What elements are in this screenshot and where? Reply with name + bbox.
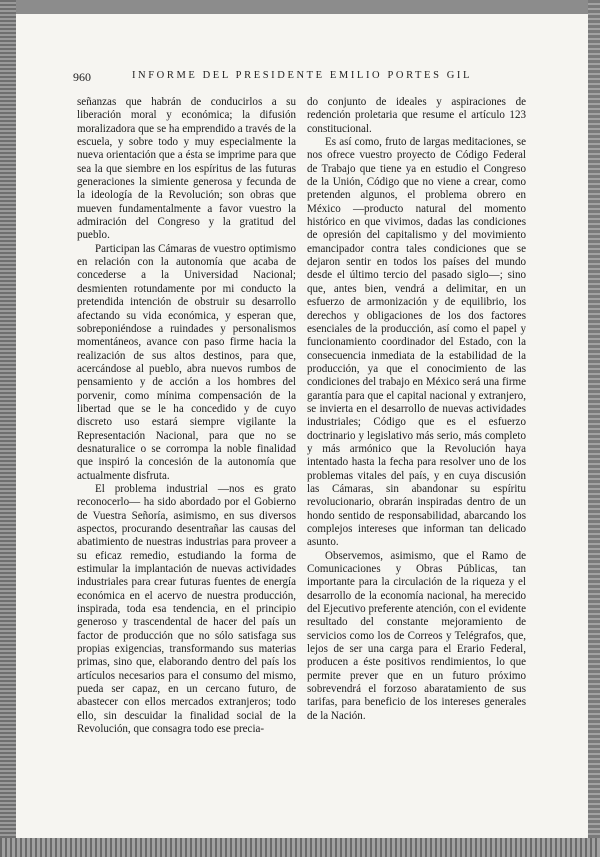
paragraph: Es así como, fruto de largas meditaciones, se nos ofrece vuestro proyecto de Código Federal de Trabajo que tiene ya en estudio el Congreso de la Unión, Código que no viene a crear, como pretenden algunos, el problema obrero en México —producto natural del momento histórico en que vivimos, dadas las condiciones de opresión del capitalismo y del movimiento emancipador contra tales condiciones que se dejaron sentir en todos los países del mundo desde el último tercio del pasado siglo—; sino que, antes bien, vendrá a delimitar, en un esfuerzo de armonización y de equilibrio, los derechos y obligaciones de los dos factores esenciales de la producción, así como el papel y funcionamiento coordinador del Estado, con la consecuencia inmediata de la estabilidad de la producción, ya que el conocimiento de las condiciones del trabajo en México será una firme garantía para que el capital nacional y extranjero, se invierta en el desarrollo de nuevas actividades industriales; Código que es el esfuerzo doctrinario y legislativo más serio, más completo y más armónico que la Revolución haya intentado hasta la fecha para resolver uno de los problemas vitales del país, y en cuya discusión las Cámaras, sin abandonar su espíritu revolucionario, obrarán inspiradas dentro de un hondo sentido de responsabilidad, abarcando los complejos intereses que informan tan delicado asunto. (307, 136, 526, 549)
paragraph: do conjunto de ideales y aspiraciones de redención proletaria que resume el artículo 123 constitucional. (307, 96, 526, 135)
document-page (16, 14, 588, 838)
page-number: 960 (73, 70, 91, 84)
paragraph: Participan las Cámaras de vuestro optimismo en relación con la autonomía que acaba de concederse a la Universidad Nacional; desmienten rotundamente por mi conducto la pretendida intención de obstruir su desarrollo afectando su vida económica, y esperan que, sobreponiéndose a ruindades y personalismos momentáneos, avance con paso firme hacia la realización de sus altos destinos, para que, acercándose al pueblo, abra nuevos rumbos de pensamiento y de acción a los hombres del porvenir, como mínima compensación de la libertad que se le ha concedido y de cuyo discreto uso estará siempre vigilante la Representación Nacional, para que no se desnaturalice o se corrompa la noble finalidad que inspiró la concesión de la autonomía que actualmente disfruta. (77, 242, 296, 482)
running-header-title: INFORME DEL PRESIDENTE EMILIO PORTES GIL (131, 70, 473, 81)
paragraph: señanzas que habrán de conducirlos a su liberación moral y económica; la difusión moralizadora que se ha emprendido a través de la escuela, y sobre todo y muy especialmente la nueva orientación que a ésta se imprime para que sea la que siembre en los espíritus de las futuras generaciones la simiente generosa y fecunda de la ideología de la Revolución; son obras que mueven fundamentalmente a favor vuestro la admiración del Congreso y la gratitud del pueblo. (77, 96, 296, 242)
paragraph: Observemos, asimismo, que el Ramo de Comunicaciones y Obras Públicas, tan importante para la circulación de la riqueza y el desarrollo de la economía nacional, ha merecido del Ejecutivo preferente atención, con el evidente resultado del constante mejoramiento de servicios como los de Correos y Telégrafos, que, lejos de ser una carga para el Erario Federal, producen a éste positivos rendimientos, lo que permite prever que en un futuro próximo sobrevendrá el forzoso abaratamiento de sus tarifas, para beneficio de los intereses generales de la Nación. (307, 549, 526, 722)
right-column (307, 96, 526, 723)
scan-edge-right (588, 0, 600, 857)
scan-edge-bottom (0, 838, 600, 857)
left-column (77, 96, 296, 737)
paragraph: El problema industrial —nos es grato reconocerlo— ha sido abordado por el Gobierno de Vuestra Señoría, asimismo, en sus diversos aspectos, procurando desentrañar las causas del abatimiento de nuestras industrias para proveer a su eficaz remedio, estudiando la forma de estimular la implantación de nuevas actividades industriales para crear futuras fuentes de energía económica en el acervo de nuestra producción, inspirada, toda esa tendencia, en el principio generoso y trascendental de hacer del país un factor de producción que no sólo satisfaga sus propias exigencias, transformando sus materias primas, sino que, elaborando dentro del país los artículos necesarios para el consumo del mismo, pueda ser capaz, en un cercano futuro, de abastecer con ellos mercados extranjeros; todo ello, sin descuidar la finalidad social de la Revolución, que consagra todo ese precia- (77, 482, 296, 736)
scan-edge-left (0, 0, 16, 857)
